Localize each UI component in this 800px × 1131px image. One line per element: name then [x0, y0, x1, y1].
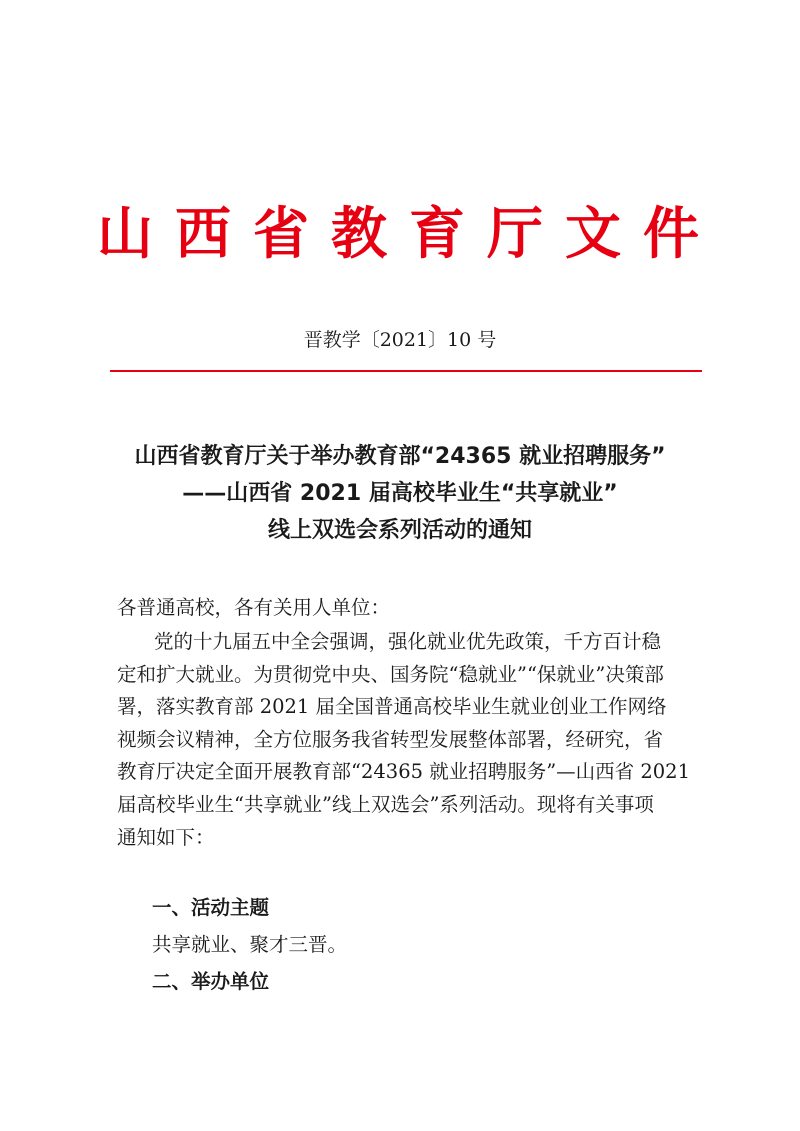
body-line: 定和扩大就业。为贯彻党中央、国务院“稳就业”“保就业”决策部	[117, 662, 664, 686]
masthead-title: 山西省教育厅文件	[97, 202, 721, 267]
document-number: 晋教学〔2021〕10 号	[303, 329, 497, 351]
body-line: 党的十九届五中全会强调，强化就业优先政策，千方百计稳	[154, 630, 662, 653]
notice-title-line-3: 线上双选会系列活动的通知	[267, 518, 532, 543]
notice-title-line-2: ——山西省 2021 届高校毕业生“共享就业”	[182, 481, 618, 506]
section-heading-organizer: 二、举办单位	[152, 970, 270, 993]
notice-title-line-1: 山西省教育厅关于举办教育部“24365 就业招聘服务”	[134, 444, 666, 469]
body-line: 教育厅决定全面开展教育部“24365 就业招聘服务”—山西省 2021	[117, 760, 690, 784]
body-line: 视频会议精神，全方位服务我省转型发展整体部署，经研究，省	[117, 727, 664, 751]
salutation: 各普通高校，各有关用人单位：	[117, 596, 391, 619]
body-line: 署，落实教育部 2021 届全国普通高校毕业生就业创业工作网络	[117, 695, 667, 719]
section-text-theme: 共享就业、聚才三晋。	[152, 933, 348, 956]
red-divider-line	[110, 370, 702, 372]
body-paragraph	[117, 626, 705, 854]
body-line: 通知如下：	[117, 825, 215, 849]
body-line: 届高校毕业生“共享就业”线上双选会”系列活动。现将有关事项	[117, 792, 654, 816]
section-heading-theme: 一、活动主题	[152, 896, 270, 919]
notice-title	[0, 438, 800, 549]
